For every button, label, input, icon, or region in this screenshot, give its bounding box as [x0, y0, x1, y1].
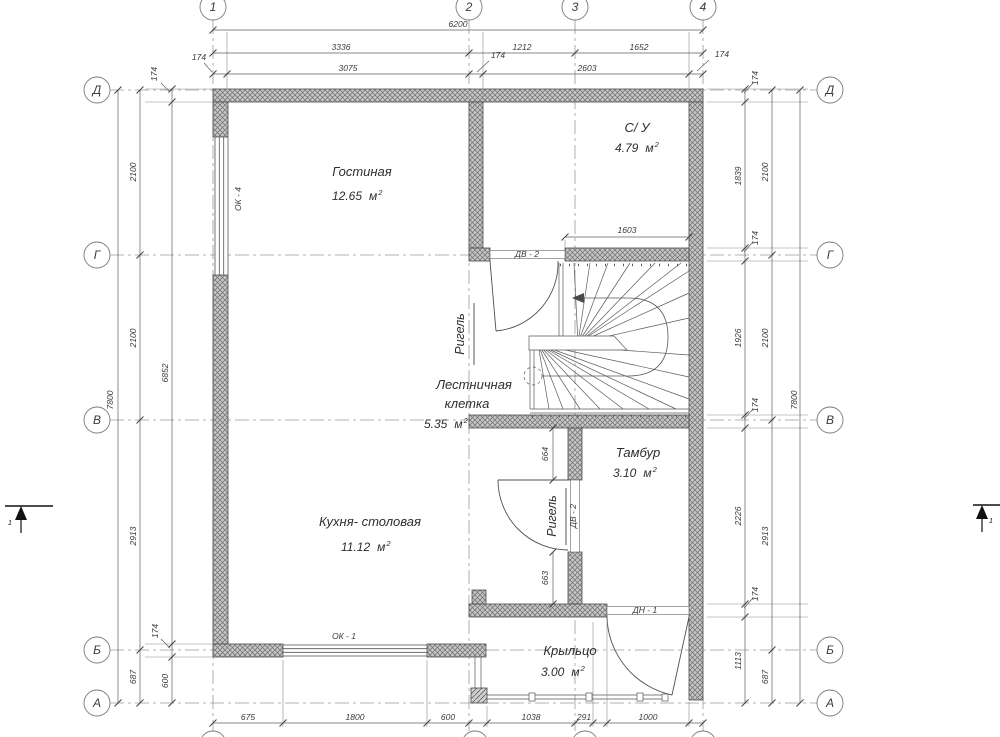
- door-entry: [607, 617, 689, 695]
- room-labels: [319, 120, 660, 679]
- axis-label-right-d: Д: [825, 83, 835, 97]
- dim-bottom-1038: 1038: [521, 712, 541, 722]
- axis-label-col-2: 2: [465, 0, 473, 14]
- stair-direction-arrow: [572, 293, 584, 303]
- room-stair-name-1: Лестничная: [436, 377, 512, 392]
- stair-mid-landing: [529, 336, 627, 350]
- label-door-tambour: ДВ - 2: [568, 504, 578, 528]
- wall-tambour-bottom: [469, 604, 607, 617]
- dim-right-2913: 2913: [760, 526, 770, 546]
- label-door-su: ДВ - 2: [515, 249, 539, 259]
- wall-top: [213, 89, 703, 102]
- door-entry-leaf: [672, 617, 689, 695]
- label-window-ok4: ОК - 4: [233, 187, 243, 211]
- axis-bubble-bottom-1: [200, 731, 226, 737]
- dim-top-1212: 1212: [512, 42, 532, 52]
- label-beam-tambour: Ригель: [545, 495, 559, 537]
- railing-post-2: [586, 693, 592, 701]
- dim-right-1113: 1113: [733, 652, 743, 670]
- dim-664: 664: [540, 446, 550, 462]
- dim-right-174-2: 174: [750, 230, 760, 246]
- room-stair-area: 5.35 $м^2$: [424, 416, 468, 431]
- dim-right-2100b: 2100: [760, 328, 770, 348]
- window-ok4: [215, 137, 228, 275]
- section-markers: [5, 505, 1000, 533]
- railing-post-1: [529, 693, 535, 701]
- dim-left-600: 600: [160, 673, 170, 689]
- wall-stair-tambour: [469, 415, 689, 428]
- window-ok1: [283, 645, 427, 656]
- wall-su-left: [469, 102, 483, 248]
- section-marker-left: [5, 506, 53, 533]
- dim-bottom-291: 291: [576, 712, 592, 722]
- stair-walkline-start: [524, 367, 542, 385]
- label-door-entry: ДН - 1: [632, 605, 658, 615]
- dim-top-2603: 2603: [577, 63, 597, 73]
- dim-left-2100b: 2100: [128, 328, 138, 348]
- room-tambour-area: 3.10 $м^2$: [613, 465, 657, 480]
- dim-top-3075: 3075: [338, 63, 358, 73]
- dim-bottom-1000: 1000: [638, 712, 658, 722]
- dim-su-1603: 1603: [617, 225, 637, 235]
- door-swings: [490, 261, 689, 695]
- dim-left-2100a: 2100: [128, 162, 138, 182]
- room-porch-area: 3.00 $м^2$: [541, 664, 585, 679]
- dim-right-687: 687: [760, 669, 770, 685]
- section-arrow-right: [976, 505, 988, 519]
- axis-label-left-v: В: [92, 413, 102, 427]
- dim-right-2100a: 2100: [760, 162, 770, 182]
- axis-label-right-v: В: [825, 413, 835, 427]
- axis-label-left-g: Г: [93, 248, 101, 262]
- axis-bubble-bottom-3: [572, 731, 598, 737]
- room-su-area: 4.79 $м^2$: [615, 140, 659, 155]
- dim-right-174-3: 174: [750, 397, 760, 413]
- windows: [215, 137, 427, 656]
- dim-left-174-top: 174: [149, 66, 159, 82]
- wall-tambour-left-upper: [568, 428, 582, 480]
- axis-label-col-4: 4: [699, 0, 707, 14]
- axis-label-left-d: Д: [92, 83, 102, 97]
- wall-su-bottom-left: [469, 248, 490, 261]
- axis-label-col-1: 1: [209, 0, 217, 14]
- axis-label-right-b: Б: [826, 643, 834, 657]
- staircase: [524, 263, 689, 416]
- room-su-name: С/ У: [624, 120, 650, 135]
- section-label-right: 1: [989, 518, 993, 525]
- room-stair-name-2: клетка: [444, 396, 490, 411]
- porch-post-block: [471, 688, 487, 703]
- door-su-arc: [496, 261, 558, 331]
- dim-top-total: 6200: [448, 19, 468, 29]
- dim-663: 663: [540, 570, 550, 586]
- stair-lower-flight: [530, 344, 689, 409]
- section-label-left: 1: [8, 520, 12, 527]
- railing-post-4: [662, 694, 668, 701]
- wall-left-lower: [213, 275, 228, 644]
- wall-right: [689, 102, 703, 700]
- room-porch-name: Крыльцо: [543, 643, 597, 658]
- axis-label-left-a: А: [92, 696, 102, 710]
- door-su-leaf: [490, 261, 496, 331]
- dim-top-3336: 3336: [331, 42, 351, 52]
- railing-post-3: [637, 693, 643, 701]
- dim-right-174-1: 174: [750, 70, 760, 86]
- stair-upper-flight: [559, 263, 689, 343]
- dim-top-174-right: 174: [714, 49, 730, 59]
- wall-bottom-right: [427, 644, 486, 657]
- section-marker-right: [973, 505, 1000, 532]
- wall-kitchen-return: [472, 590, 486, 604]
- dim-right-2226: 2226: [733, 506, 743, 526]
- wall-tambour-left-lower: [568, 552, 582, 604]
- dim-right-174-4: 174: [750, 586, 760, 602]
- dim-left-total: 7800: [105, 390, 115, 410]
- room-living-area: 12.65 $м^2$: [332, 188, 383, 203]
- axis-label-right-a: А: [825, 696, 835, 710]
- axis-label-left-b: Б: [93, 643, 101, 657]
- door-frames: [490, 251, 689, 615]
- room-tambour-name: Тамбур: [615, 445, 661, 460]
- section-arrow-left: [15, 506, 27, 520]
- axis-bubbles: [84, 0, 843, 737]
- dim-left-687: 687: [128, 669, 138, 685]
- dim-left-2913: 2913: [128, 526, 138, 546]
- label-beam-stair: Ригель: [453, 313, 467, 355]
- wall-left-upper: [213, 102, 228, 137]
- axis-label-right-g: Г: [826, 248, 834, 262]
- label-window-ok1: ОК - 1: [332, 631, 356, 641]
- axis-bubble-bottom-2: [462, 731, 488, 737]
- room-kitchen-area: 11.12 $м^2$: [341, 539, 391, 554]
- room-kitchen-name: Кухня- столовая: [319, 514, 421, 529]
- wall-su-bottom-right: [565, 248, 689, 261]
- dim-right-1839: 1839: [733, 166, 743, 186]
- dim-left-174-bot: 174: [150, 623, 160, 639]
- dim-right-total: 7800: [789, 390, 799, 410]
- door-su: [490, 261, 558, 331]
- dim-left-6852: 6852: [160, 363, 170, 383]
- dim-top-174-mid: 174: [490, 50, 506, 60]
- dim-top-1652: 1652: [629, 42, 649, 52]
- wall-bottom-left: [213, 644, 283, 657]
- axis-label-col-3: 3: [571, 0, 579, 14]
- dim-bottom-1800: 1800: [345, 712, 365, 722]
- axis-bubble-bottom-4: [690, 731, 716, 737]
- dim-bottom-600: 600: [440, 712, 456, 722]
- dim-right-1926: 1926: [733, 328, 743, 348]
- room-living-name: Гостиная: [332, 164, 392, 179]
- dim-top-174-left: 174: [191, 52, 207, 62]
- door-entry-arc: [607, 617, 672, 695]
- dim-bottom-675: 675: [240, 712, 256, 722]
